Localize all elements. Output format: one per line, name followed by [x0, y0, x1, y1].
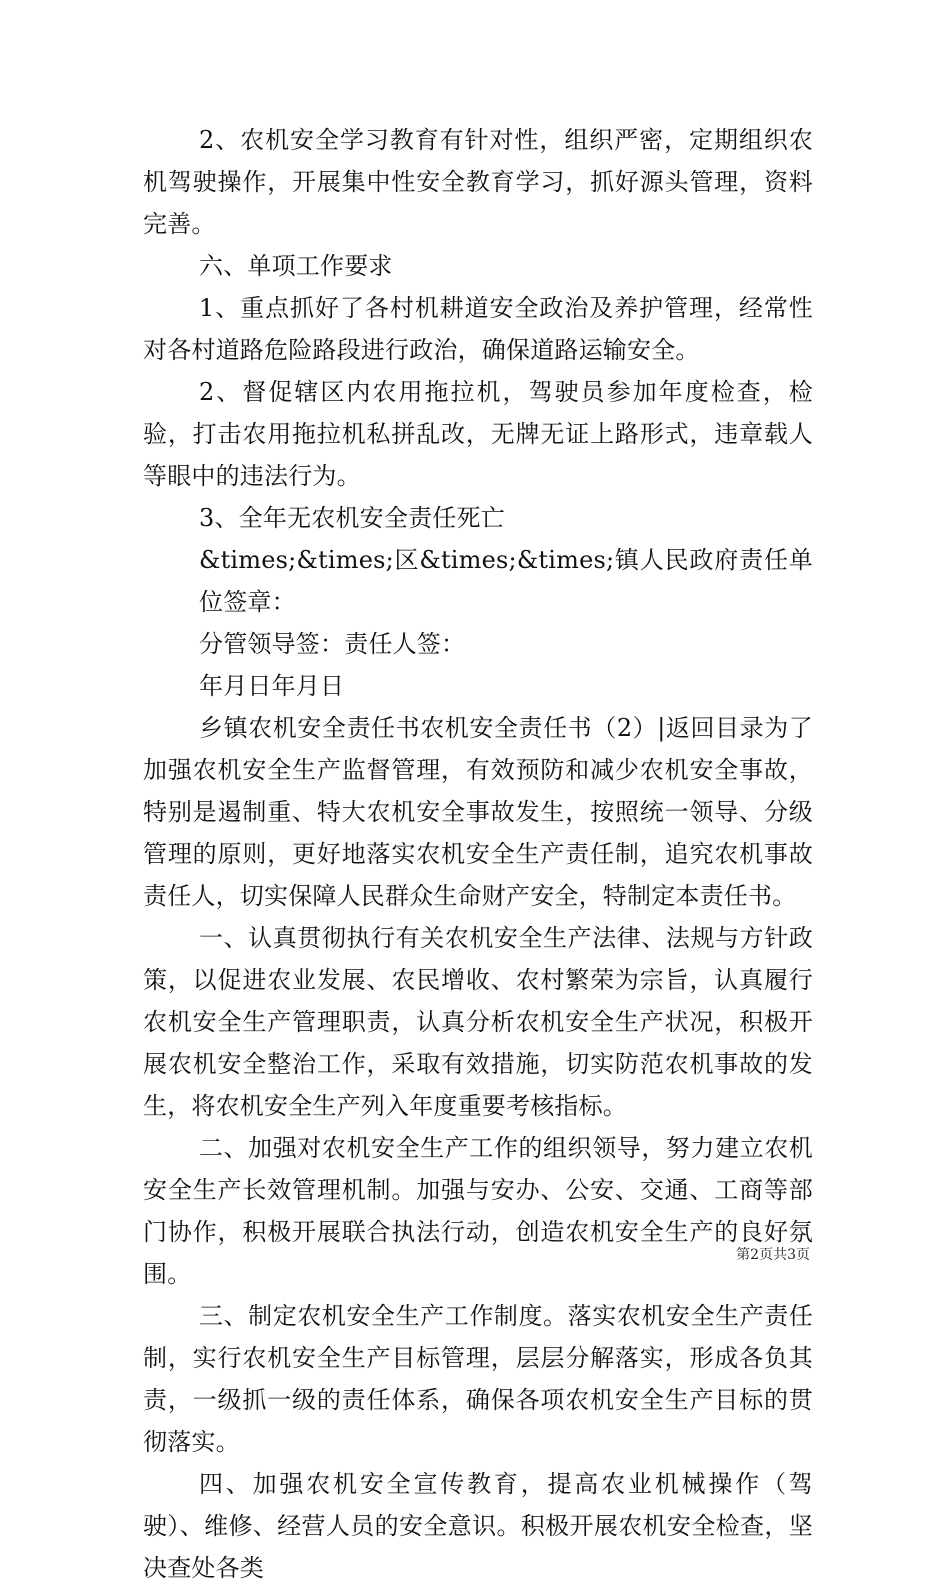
clause-two: 二、加强对农机安全生产工作的组织领导，努力建立农机安全生产长效管理机制。加强与安办、公安、交通、工商等部门协作，积极开展联合执法行动，创造农机安全生产的良好氛围。	[143, 1134, 813, 1288]
signature-leader-line: 分管领导签：责任人签：	[199, 630, 466, 658]
section-heading-six: 六、单项工作要求	[199, 252, 393, 280]
clause-one: 一、认真贯彻执行有关农机安全生产法律、法规与方针政策，以促进农业发展、农民增收、农村繁荣为宗旨，认真履行农机安全生产管理职责，认真分析农机安全生产状况，积极开展农机安全整治工作，采取有效措施，切实防范农机事故的发生，将农机安全生产列入年度重要考核指标。	[143, 924, 813, 1120]
paragraph-item-3-no-deaths: 3、全年无农机安全责任死亡	[199, 504, 505, 532]
paragraph-item-2-training: 2、农机安全学习教育有针对性，组织严密，定期组织农机驾驶操作，开展集中性安全教育学习，抓好源头管理，资料完善。	[143, 126, 813, 238]
paragraph-item-1-roads: 1、重点抓好了各村机耕道安全政治及养护管理，经常性对各村道路危险路段进行政治，确保道路运输安全。	[143, 294, 813, 364]
clause-four: 四、加强农机安全宣传教育，提高农业机械操作（驾驶）、维修、经营人员的安全意识。积极开展农机安全检查，坚决查处各类	[143, 1470, 813, 1582]
document-body	[143, 119, 813, 1589]
page-number-footer: 第2页共3页	[736, 1247, 810, 1263]
paragraph-item-2-tractors: 2、督促辖区内农用拖拉机，驾驶员参加年度检查，检验，打击农用拖拉机私拼乱改，无牌无证上路形式，违章载人等眼中的违法行为。	[143, 378, 813, 490]
clause-three: 三、制定农机安全生产工作制度。落实农机安全生产责任制，实行农机安全生产目标管理，层层分解落实，形成各负其责，一级抓一级的责任体系，确保各项农机安全生产目标的贯彻落实。	[143, 1302, 813, 1456]
responsibility-book-2-intro: 乡镇农机安全责任书农机安全责任书（2）|返回目录为了加强农机安全生产监督管理，有效预防和减少农机安全事故，特别是遏制重、特大农机安全事故发生，按照统一领导、分级管理的原则，更好地落实农机安全生产责任制，追究农机事故责任人，切实保障人民群众生命财产安全，特制定本责任书。	[143, 714, 813, 910]
signature-unit-line: &times;&times;区&times;&times;镇人民政府责任单位签章：	[199, 546, 813, 616]
signature-date-line: 年月日年月日	[199, 672, 345, 700]
